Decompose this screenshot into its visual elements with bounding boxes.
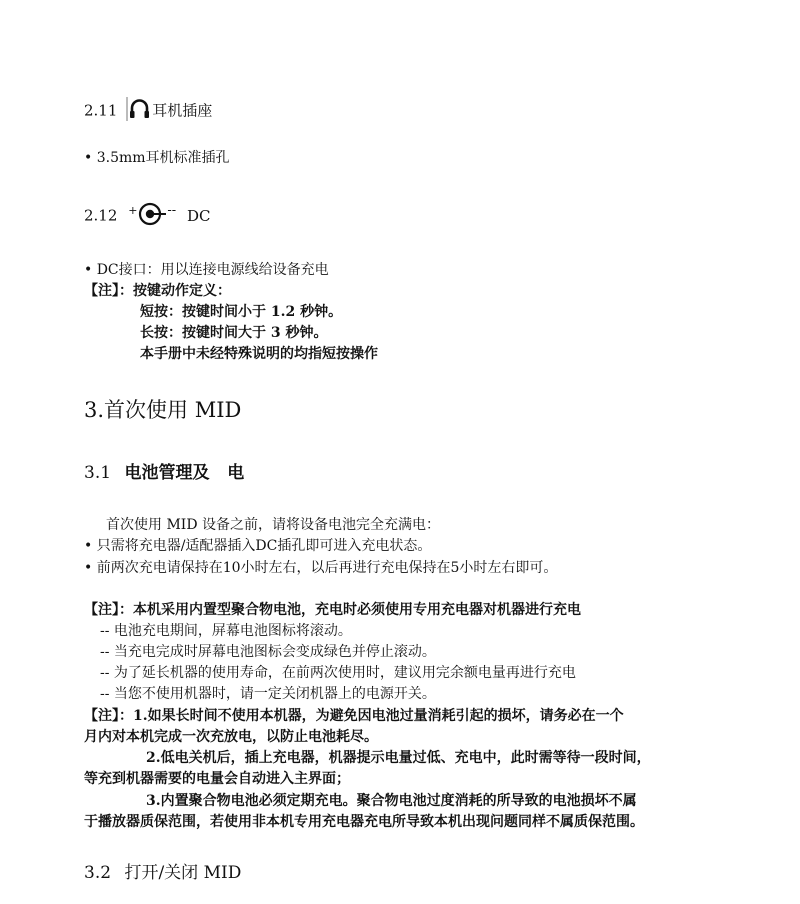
section-3-2-heading — [84, 862, 241, 884]
headphone-spec-bullet: • 3.5mm耳机标准插孔 — [84, 150, 230, 166]
section-number: 2.11 — [84, 101, 118, 120]
note-battery-item: -- 为了延长机器的使用寿命，在前两次使用时，建议用完余额电量再进行充电 — [100, 665, 576, 681]
dc-jack-polarity-icon — [137, 201, 167, 232]
dc-label: DC — [186, 206, 211, 225]
note-care-3-line-1: 3.内置聚合物电池必须定期充电。聚合物电池过度消耗的所导致的电池损坏不属 — [146, 793, 637, 809]
section-number: 3.1 — [84, 463, 112, 483]
section-title: 耳机插座 — [152, 101, 213, 120]
note-care-2-line-2: 等充到机器需要的电量会自动进入主界面； — [84, 771, 350, 787]
note-care-3-line-2: 于播放器质保范围，若使用非本机专用充电器充电所导致本机出现问题同样不属质保范围。 — [84, 814, 644, 830]
section-2-11-heading — [84, 96, 212, 127]
section-3-1-heading — [84, 462, 244, 484]
note-battery-label: 【注】：本机采用内置型聚合物电池，充电时必须使用专用充电器对机器进行充电 — [84, 602, 581, 618]
note-battery-item: -- 当充电完成时屏幕电池图标会变成绿色并停止滚动。 — [100, 644, 436, 660]
note-care-1-line-2: 月内对本机完成一次充放电，以防止电池耗尽。 — [84, 729, 378, 745]
note-long-press: 长按：按键时间大于 3 秒钟。 — [140, 325, 328, 341]
note-battery-item: -- 电池充电期间，屏幕电池图标将滚动。 — [100, 623, 352, 639]
plus-sign: + — [128, 204, 138, 217]
note-battery-item: -- 当您不使用机器时，请一定关闭机器上的电源开关。 — [100, 686, 436, 702]
section-2-12-heading — [84, 201, 211, 232]
minus-sign: -- — [167, 203, 177, 218]
charging-bullet-2: • 前两次充电请保持在10小时左右，以后再进行充电保持在5小时左右即可。 — [84, 560, 558, 576]
battery-intro: 首次使用 MID 设备之前，请将设备电池完全充满电： — [106, 517, 440, 533]
note-manual: 本手册中未经特殊说明的均指短按操作 — [140, 346, 378, 362]
charging-bullet-1: • 只需将充电器/适配器插入DC插孔即可进入充电状态。 — [84, 538, 432, 554]
dc-port-bullet: • DC接口：用以连接电源线给设备充电 — [84, 262, 329, 278]
note-care-2-line-1: 2.低电关机后，插上充电器，机器提示电量过低、充电中，此时需等待一段时间， — [146, 750, 651, 766]
note-short-press: 短按：按键时间小于 1.2 秒钟。 — [140, 304, 343, 320]
chapter-title: 3.首次使用 MID — [84, 398, 242, 422]
note-keys-label: 【注】：按键动作定义： — [84, 283, 231, 299]
note-care-1-line-1: 【注】：1.如果长时间不使用本机器，为避免因电池过量消耗引起的损坏，请务必在一个 — [84, 708, 624, 724]
section-number: 2.12 — [84, 206, 118, 225]
section-title: 打开/关闭 MID — [124, 863, 242, 883]
section-number: 3.2 — [84, 863, 112, 883]
headphone-icon — [126, 96, 152, 127]
section-title: 电池管理及 电 — [124, 463, 245, 483]
